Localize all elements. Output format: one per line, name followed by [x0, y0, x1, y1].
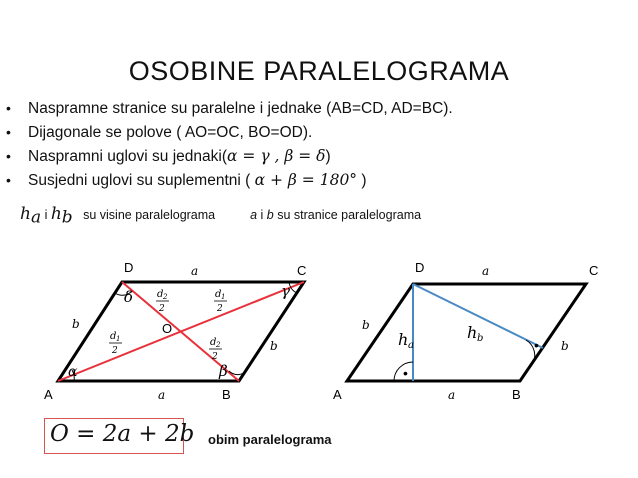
side-b-left: b — [362, 318, 370, 332]
bullet-icon: • — [6, 172, 11, 188]
svg-text:2: 2 — [217, 304, 223, 314]
vertex-c: C — [589, 263, 599, 278]
svg-text:d: d — [210, 337, 217, 348]
bullet-item: • Dijagonale se polove ( AO=OC, BO=OD). — [6, 120, 453, 144]
vertex-d: D — [415, 260, 425, 275]
perimeter-formula: O = 2a + 2b — [50, 421, 195, 447]
right-angle-dot: • — [403, 365, 408, 381]
side-b-left: b — [72, 317, 80, 331]
svg-text:d: d — [110, 331, 117, 342]
vertex-d: D — [124, 260, 134, 275]
right-angle-dot: • — [534, 337, 539, 353]
heights-note: $h_a$ i $h_b$ su visine paralelograma a i b su stranice paralelograma — [20, 204, 422, 228]
formula-label: obim paralelograma — [208, 432, 332, 447]
bullet-item: • Naspramne stranice su paralelne i jednake (AB=CD, AD=BC). — [6, 96, 453, 120]
svg-text:2: 2 — [212, 352, 218, 362]
page-title: OSOBINE PARALELOGRAMA — [128, 56, 510, 86]
angle-alpha: α — [68, 364, 78, 380]
svg-text:b: b — [477, 333, 484, 344]
vertex-b: B — [512, 387, 521, 402]
math-expression: α = γ , β = δ — [227, 147, 326, 165]
svg-text:d: d — [157, 289, 164, 300]
angle-delta: δ — [124, 288, 134, 306]
svg-text:2: 2 — [163, 293, 168, 301]
side-b-right: b — [270, 339, 278, 353]
vertex-c: C — [297, 263, 307, 278]
bullet-icon: • — [6, 148, 11, 164]
math-expression: α + β = 180° — [254, 171, 358, 189]
bullet-icon: • — [6, 100, 11, 116]
vertex-b: B — [222, 387, 231, 402]
angle-gamma: γ — [281, 282, 290, 300]
label-hb: h — [467, 323, 478, 342]
side-a-bottom: a — [158, 388, 166, 402]
bullet-item: • Naspramni uglovi su jednaki(α = γ , β = δ) — [6, 144, 453, 168]
label-ha: h — [398, 330, 409, 349]
svg-text:2: 2 — [216, 341, 221, 349]
side-a-top: a — [191, 264, 199, 278]
side-a-top: a — [482, 264, 490, 278]
svg-text:1: 1 — [116, 335, 121, 343]
svg-text:2: 2 — [159, 304, 165, 314]
center-o: O — [162, 321, 173, 336]
svg-text:1: 1 — [221, 293, 226, 301]
angle-beta: β — [219, 362, 228, 380]
bullet-icon: • — [6, 124, 11, 140]
vertex-a: A — [333, 387, 342, 402]
side-b-right: b — [561, 339, 569, 353]
vertex-a: A — [44, 387, 53, 402]
svg-text:2: 2 — [112, 346, 118, 356]
bullet-item: • Susjedni uglovi su suplementni ( α + β = 180° ) — [6, 168, 453, 192]
svg-text:d: d — [215, 289, 222, 300]
side-a-bottom: a — [448, 388, 456, 402]
svg-text:a: a — [408, 340, 414, 351]
